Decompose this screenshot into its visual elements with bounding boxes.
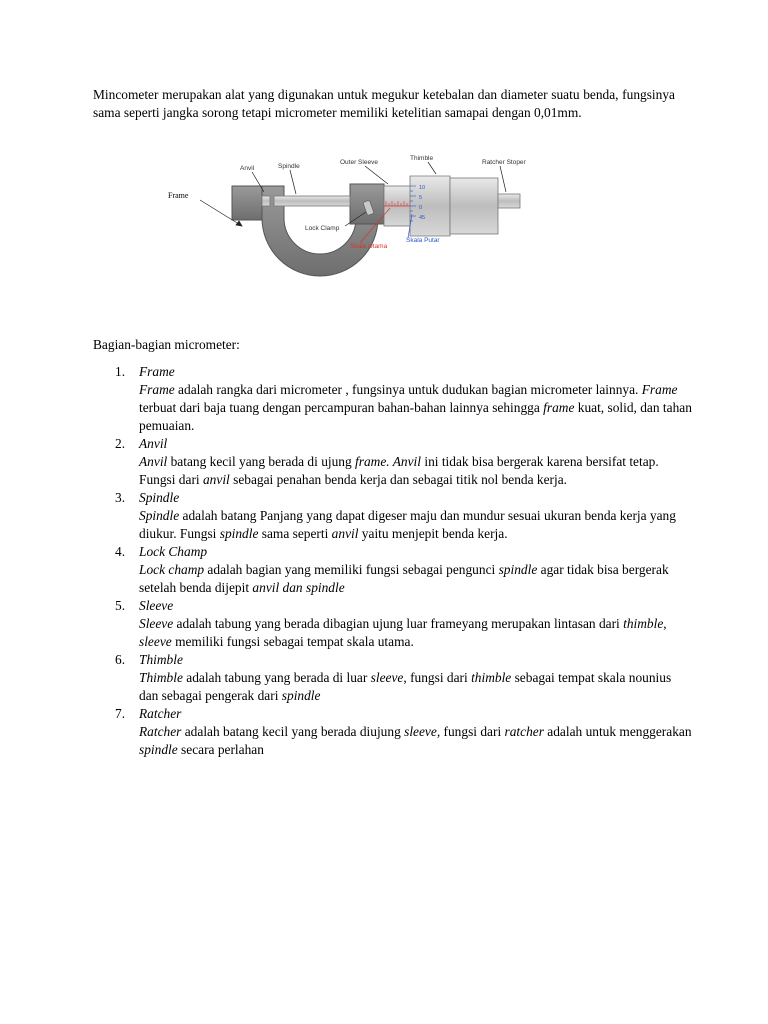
part-term: Sleeve <box>139 598 174 613</box>
description-segment: fungsi dari <box>440 724 505 739</box>
label-skala-utama: Skala Utama <box>350 243 388 250</box>
label-anvil: Anvil <box>240 165 255 172</box>
description-segment: spindle <box>219 526 259 541</box>
description-segment: thimble <box>623 616 664 631</box>
description-segment: ratcher <box>504 724 544 739</box>
description-segment: adalah tabung yang berada dibagian ujung luar frameyang merupakan lintasan dari <box>173 616 624 631</box>
parts-list <box>93 363 693 759</box>
description-segment: sebagai tempat skala nounius dan sebagai pengerak dari <box>139 670 672 703</box>
description-segment: spindle <box>139 742 178 757</box>
list-number: 6. <box>115 652 126 667</box>
description-segment: adalah bagian yang memiliki fungsi sebagai pengunci <box>204 562 499 577</box>
list-item <box>93 363 693 435</box>
scale-tick-10: 10 <box>419 185 426 191</box>
description-segment: adalah tabung yang berada di luar <box>182 670 371 685</box>
description-segment: sleeve, <box>404 724 441 739</box>
list-item <box>93 435 693 489</box>
list-item <box>93 543 693 597</box>
description-segment: ini tidak bisa bergerak karena bersifat tetap. Fungsi dari <box>139 454 659 487</box>
description-segment: anvil dan spindle <box>252 580 345 595</box>
description-segment: Sleeve <box>139 616 174 631</box>
description-segment: sama seperti <box>258 526 332 541</box>
part-term: Lock Champ <box>139 544 208 559</box>
description-segment: adalah batang kecil yang berada diujung <box>181 724 405 739</box>
micrometer-diagram <box>160 146 560 316</box>
scale-tick-0: 0 <box>419 205 423 211</box>
description-segment: terbuat dari baja tuang dengan percampuran bahan-bahan lainnya sehingga <box>139 400 544 415</box>
frame-left-block <box>232 186 262 220</box>
part-term: Ratcher <box>139 706 182 721</box>
description-segment: sebagai penahan benda kerja dan sebagai titik nol benda kerja. <box>229 472 567 487</box>
list-item <box>93 705 693 759</box>
list-number: 5. <box>115 598 126 613</box>
part-description <box>139 615 693 651</box>
list-number: 7. <box>115 706 126 721</box>
description-segment: frame <box>543 400 575 415</box>
label-spindle: Spindle <box>278 163 300 170</box>
label-outer-sleeve: Outer Sleeve <box>340 159 378 166</box>
label-thimble: Thimble <box>410 155 434 162</box>
description-segment: agar tidak bisa bergerak setelah benda dijepit <box>139 562 669 595</box>
description-segment: frame. Anvil <box>355 454 421 469</box>
description-segment: secara perlahan <box>177 742 264 757</box>
list-item <box>93 489 693 543</box>
list-number: 1. <box>115 364 126 379</box>
part-term: Spindle <box>139 490 180 505</box>
label-skala-putar: Skala Putar <box>406 237 440 244</box>
anvil-rod <box>262 196 270 206</box>
scale-tick-45: 45 <box>419 215 426 221</box>
part-description <box>139 453 693 489</box>
list-number: 3. <box>115 490 126 505</box>
list-item <box>93 597 693 651</box>
description-segment: Thimble <box>139 670 183 685</box>
description-segment: yaitu menjepit benda kerja. <box>358 526 508 541</box>
description-segment: Anvil <box>139 454 168 469</box>
description-segment: , <box>663 616 667 631</box>
part-description <box>139 723 693 759</box>
description-segment: sleeve <box>139 634 172 649</box>
label-lock-clamp: Lock Clamp <box>305 225 340 232</box>
description-segment: sleeve <box>370 670 404 685</box>
description-segment: , fungsi dari <box>403 670 472 685</box>
part-description <box>139 381 693 435</box>
label-ratcher-stoper: Ratcher Stoper <box>482 159 526 166</box>
ratchet-stop <box>498 194 520 208</box>
description-segment: spindle <box>498 562 538 577</box>
description-segment: adalah rangka dari micrometer , fungsinya untuk dudukan bagian micrometer lainnya. <box>174 382 642 397</box>
description-segment: anvil <box>202 472 230 487</box>
thimble-body <box>450 178 498 234</box>
description-segment: Frame <box>641 382 678 397</box>
parts-heading: Bagian-bagian micrometer: <box>93 337 240 352</box>
description-segment: spindle <box>281 688 321 703</box>
description-segment: memiliki fungsi sebagai tempat skala utama. <box>171 634 414 649</box>
description-segment: Lock champ <box>139 562 205 577</box>
description-segment: kuat, solid, dan tahan pemuaian. <box>139 400 692 433</box>
description-segment: thimble <box>471 670 512 685</box>
description-segment: batang kecil yang berada di ujung <box>167 454 356 469</box>
list-item <box>93 651 693 705</box>
description-segment: Ratcher <box>139 724 182 739</box>
description-segment: adalah batang Panjang yang dapat digeser maju dan mundur sesuai ukuran benda kerja yang diukur. Fungsi <box>139 508 676 541</box>
part-term: Anvil <box>139 436 168 451</box>
list-number: 2. <box>115 436 126 451</box>
label-frame: Frame <box>168 191 189 200</box>
description-segment: adalah untuk menggerakan <box>543 724 692 739</box>
part-description <box>139 669 693 705</box>
description-segment: Spindle <box>139 508 180 523</box>
intro-paragraph: Mincometer merupakan alat yang digunakan untuk megukur ketebalan dan diameter suatu benda, fungsinya sama seperti jangka sorong tetapi micrometer memiliki ketelitian samapai dengan 0,01mm. <box>93 87 675 120</box>
list-number: 4. <box>115 544 126 559</box>
part-term: Thimble <box>139 652 183 667</box>
part-description <box>139 561 693 597</box>
scale-tick-5: 5 <box>419 195 423 201</box>
description-segment: anvil <box>331 526 359 541</box>
part-description <box>139 507 693 543</box>
part-term: Frame <box>139 364 175 379</box>
description-segment: Frame <box>139 382 175 397</box>
spindle-rod <box>274 196 350 206</box>
